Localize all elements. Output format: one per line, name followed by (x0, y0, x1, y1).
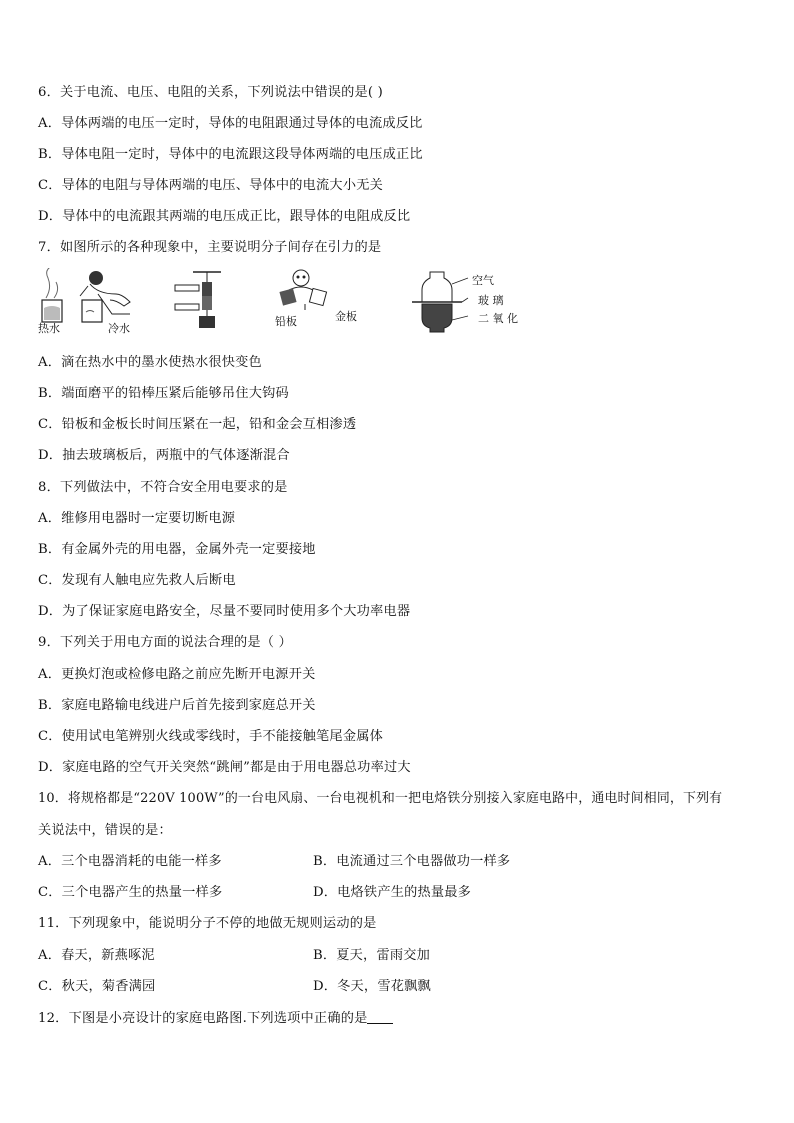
question-9-stem: 9．下列关于用电方面的说法合理的是（ ） (38, 635, 292, 650)
question-12-stem: 12．下图是小亮设计的家庭电路图.下列选项中正确的是 (38, 1011, 368, 1026)
question-8-option-d: D．为了保证家庭电路安全，尽量不要同时使用多个大功率电器 (38, 604, 411, 619)
question-10-option-c: C．三个电器产生的热量一样多 (38, 885, 223, 900)
label-gold-plate: 金板 (335, 310, 357, 323)
figure-lead-cylinders (173, 268, 223, 334)
question-9-option-a: A．更换灯泡或检修电路之前应先断开电源开关 (38, 667, 316, 682)
label-cold-water: 冷水 (108, 322, 130, 335)
label-air: 空气 (472, 274, 494, 287)
question-9-option-c: C．使用试电笔辨别火线或零线时，手不能接触笔尾金属体 (38, 729, 383, 744)
label-carbon-dioxide: 二 氧 化 (478, 312, 518, 325)
label-lead-plate: 铅板 (275, 315, 297, 328)
question-8-option-a: A．维修用电器时一定要切断电源 (38, 511, 236, 526)
question-7-stem: 7．如图所示的各种现象中，主要说明分子间存在引力的是 (38, 240, 382, 255)
question-11-option-c: C．秋天，菊香满园 (38, 979, 156, 994)
question-6-option-a: A．导体两端的电压一定时，导体的电阻跟通过导体的电流成反比 (38, 116, 423, 131)
question-11-stem: 11．下列现象中，能说明分子不停的地做无规则运动的是 (38, 916, 377, 931)
question-10-stem-line1: 10．将规格都是“220V 100W”的一台电风扇、一台电视机和一把电烙铁分别接入家庭电路中，通电时间相同，下列有 (38, 791, 723, 806)
question-7-option-d: D．抽去玻璃板后，两瓶中的气体逐渐混合 (38, 448, 290, 463)
label-glass: 玻 璃 (478, 294, 504, 307)
question-9-option-b: B．家庭电路输电线进户后首先接到家庭总开关 (38, 698, 316, 713)
lead-cylinder-weight-illustration (173, 268, 223, 334)
question-7-option-c: C．铅板和金板长时间压紧在一起，铅和金会互相渗透 (38, 417, 357, 432)
question-6-option-d: D．导体中的电流跟其两端的电压成正比，跟导体的电阻成反比 (38, 209, 411, 224)
question-11-option-b: B．夏天，雷雨交加 (313, 948, 430, 963)
cartoon-plates-illustration (275, 268, 335, 314)
question-10-row-1 (38, 853, 511, 871)
question-11-row-1 (38, 947, 430, 965)
question-10-option-d: D．电烙铁产生的热量最多 (313, 885, 472, 900)
question-6-option-b: B．导体电阻一定时，导体中的电流跟这段导体两端的电压成正比 (38, 147, 423, 162)
question-10-stem-line2: 关说法中，错误的是： (38, 823, 172, 838)
question-12-line (38, 1010, 393, 1028)
answer-blank (367, 1011, 393, 1024)
question-9-option-d: D．家庭电路的空气开关突然“跳闸”都是由于用电器总功率过大 (38, 760, 411, 775)
question-11-row-2 (38, 978, 431, 996)
question-8-option-b: B．有金属外壳的用电器，金属外壳一定要接地 (38, 542, 316, 557)
question-6-option-c: C．导体的电阻与导体两端的电压、导体中的电流大小无关 (38, 178, 383, 193)
figure-lead-gold-plates (275, 268, 357, 328)
figure-gas-jars (410, 268, 518, 334)
question-7-figures (38, 268, 558, 334)
question-10-row-2 (38, 884, 472, 902)
question-11-option-a: A．春天，新燕啄泥 (38, 948, 155, 963)
question-8-stem: 8．下列做法中，不符合安全用电要求的是 (38, 480, 288, 495)
question-10-option-b: B．电流通过三个电器做功一样多 (313, 854, 511, 869)
question-7-option-b: B．端面磨平的铅棒压紧后能够吊住大钩码 (38, 386, 289, 401)
figure-ink-diffusion (38, 268, 138, 334)
label-hot-water: 热水 (38, 322, 60, 335)
question-7-option-a: A．滴在热水中的墨水使热水很快变色 (38, 355, 262, 370)
question-6-stem: 6．关于电流、电压、电阻的关系，下列说法中错误的是( ) (38, 85, 383, 100)
gas-jars-illustration (410, 268, 470, 334)
question-8-option-c: C．发现有人触电应先救人后断电 (38, 573, 236, 588)
question-11-option-d: D．冬天，雪花飘飘 (313, 979, 431, 994)
question-10-option-a: A．三个电器消耗的电能一样多 (38, 854, 222, 869)
